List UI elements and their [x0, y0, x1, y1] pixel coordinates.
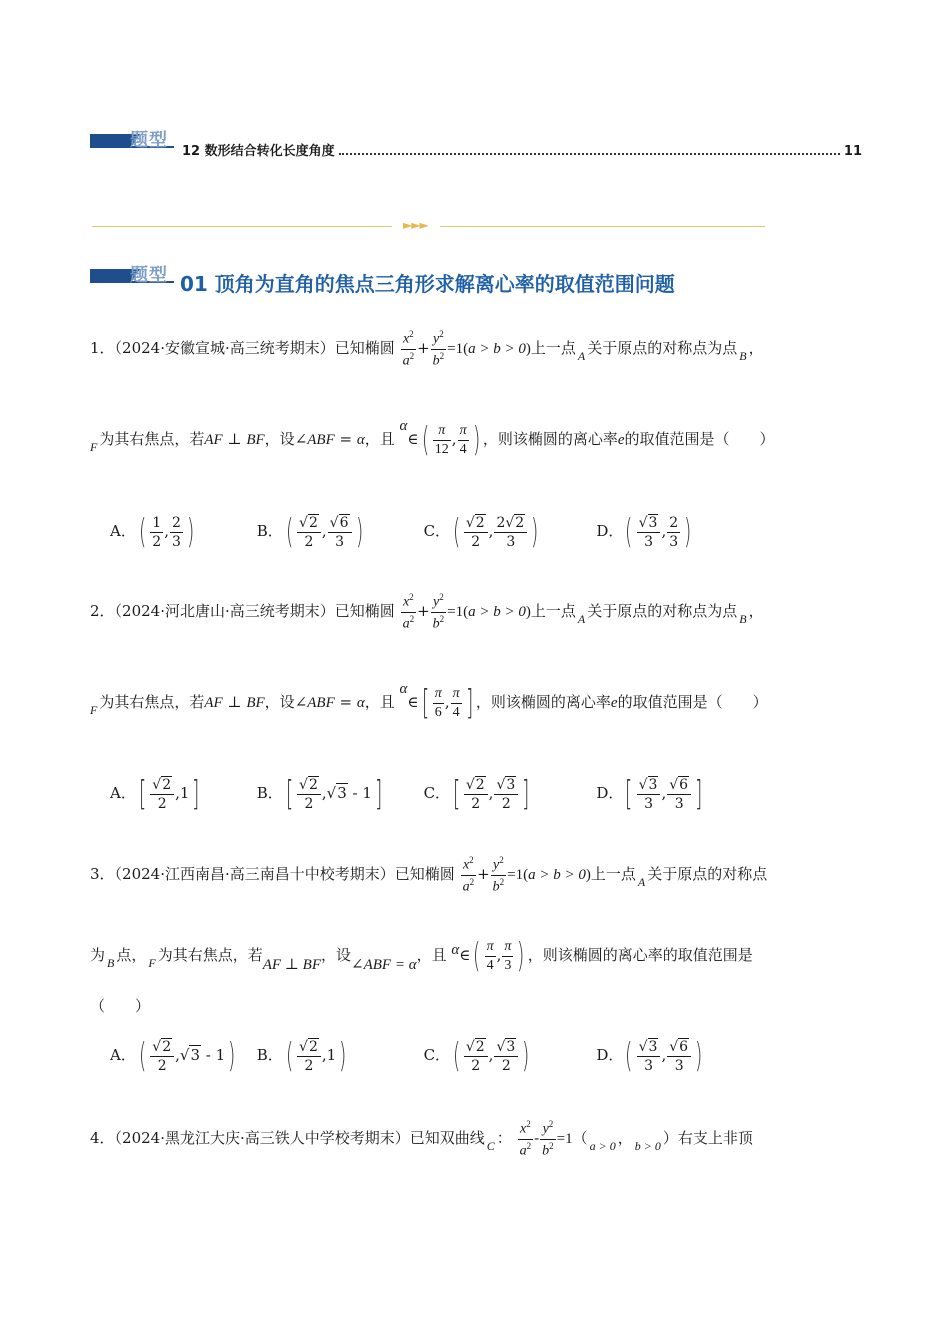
question-1-line-1: 1．（2024·安徽宣城·高三统考期末）已知椭圆 $\frac{x^2}{a^2}$ + $\frac{y^2}{b^2}$ =1(a > b > 0)上一点 $_A$ 关于原点的对称点为点 $_B$ ， — [90, 329, 764, 369]
option-b[interactable]: B．( $\frac{√2}{2}$ , $\frac{√6}{3}$ ) — [256, 512, 363, 552]
toc-entry-title: 12 数形结合转化长度角度 — [182, 144, 335, 159]
question-number: 1． — [90, 339, 115, 358]
option-d[interactable]: D．[ $\frac{√3}{3}$ , $\frac{√6}{3}$ ] — [596, 774, 703, 814]
question-1-line-2: $_F$ 为其右焦点，若AF ⊥ BF，设∠ABF = α，且 α∈( $\frac{\pi}{12}$ , $\frac{\pi}{4}$ ) ，则该椭圆的离心率e的取值范围是（ ） — [90, 418, 775, 460]
option-b[interactable]: B．[ $\frac{√2}{2}$ ,√3 - 1] — [256, 774, 383, 814]
question-source: （2024·河北唐山·高三统考期末） — [114, 602, 335, 621]
question-3-line-2: 为 $_B$ 点， $_F$ 为其右焦点，若AF ⊥ BF，设∠ABF = α，且 α∈( $\frac{\pi}{4}$ , $\frac{\pi}{3}$ ) ，则该椭圆的离心率的取值范围是 — [90, 936, 753, 976]
option-a[interactable]: A．( $\frac{1}{2}$ , $\frac{2}{3}$ ) — [110, 512, 195, 552]
question-source: （2024·安徽宣城·高三统考期末） — [114, 339, 335, 358]
option-d[interactable]: D．( $\frac{√3}{3}$ , $\frac{2}{3}$ ) — [596, 512, 692, 552]
question-3-line-3: （ ） — [90, 997, 151, 1015]
toc-entry-page: 11 — [843, 144, 862, 159]
question-number: 3． — [90, 865, 115, 884]
toc-leader-dots — [339, 152, 840, 155]
question-3-line-1: 3．（2024·江西南昌·高三南昌十中校考期末）已知椭圆 $\frac{x^2}{a^2}$ + $\frac{y^2}{b^2}$ =1(a > b > 0)上一点 $_A$ 关于原点的对称点 — [90, 855, 768, 895]
option-c[interactable]: C．[ $\frac{√2}{2}$ , $\frac{√3}{2}$ ] — [423, 774, 530, 814]
section-title: 01 顶角为直角的焦点三角形求解离心率的取值范围问题 — [180, 272, 675, 296]
divider-arrows-icon: ►►► — [403, 218, 428, 232]
question-number: 4． — [90, 1129, 115, 1148]
question-4-line-1: 4．（2024·黑龙江大庆·高三铁人中学校考期末）已知双曲线 $_C$ ： $\frac{x^2}{a^2}$ - $\frac{y^2}{b^2}$ =1（ $_{a > 0}$ ， $_{b > 0}$ ）右支上非顶 — [90, 1119, 753, 1159]
option-d[interactable]: D．( $\frac{√3}{3}$ , $\frac{√6}{3}$ ) — [596, 1036, 703, 1076]
divider-right — [440, 226, 765, 227]
option-b[interactable]: B．( $\frac{√2}{2}$ ,1) — [256, 1036, 347, 1076]
question-number: 2． — [90, 602, 115, 621]
question-source: （2024·黑龙江大庆·高三铁人中学校考期末） — [114, 1129, 410, 1148]
option-a[interactable]: A．( $\frac{√2}{2}$ ,√3 - 1) — [110, 1036, 236, 1076]
question-2-line-1: 2．（2024·河北唐山·高三统考期末）已知椭圆 $\frac{x^2}{a^2}$ + $\frac{y^2}{b^2}$ =1(a > b > 0)上一点 $_A$ 关于原点的对称点为点 $_B$ ， — [90, 592, 764, 632]
option-a[interactable]: A．[ $\frac{√2}{2}$ ,1] — [110, 774, 200, 814]
option-c[interactable]: C．( $\frac{√2}{2}$ , $\frac{2√2}{3}$ ) — [423, 512, 539, 552]
toc-entry[interactable] — [182, 140, 862, 159]
option-c[interactable]: C．( $\frac{√2}{2}$ , $\frac{√3}{2}$ ) — [423, 1036, 530, 1076]
question-1-options — [110, 512, 694, 552]
toc-badge-text: 题型 — [130, 130, 168, 151]
question-source: （2024·江西南昌·高三南昌十中校考期末） — [114, 865, 395, 884]
question-2-options — [110, 774, 705, 814]
toc-badge — [90, 130, 174, 152]
section-badge — [90, 265, 174, 287]
question-3-options — [110, 1036, 705, 1076]
divider-left — [92, 226, 392, 227]
section-badge-text: 题型 — [130, 265, 168, 286]
question-2-line-2: $_F$ 为其右焦点，若AF ⊥ BF，设∠ABF = α，且 α∈[ $\frac{\pi}{6}$ , $\frac{\pi}{4}$ ] ，则该椭圆的离心率e的取值范围是（ ） — [90, 681, 768, 723]
